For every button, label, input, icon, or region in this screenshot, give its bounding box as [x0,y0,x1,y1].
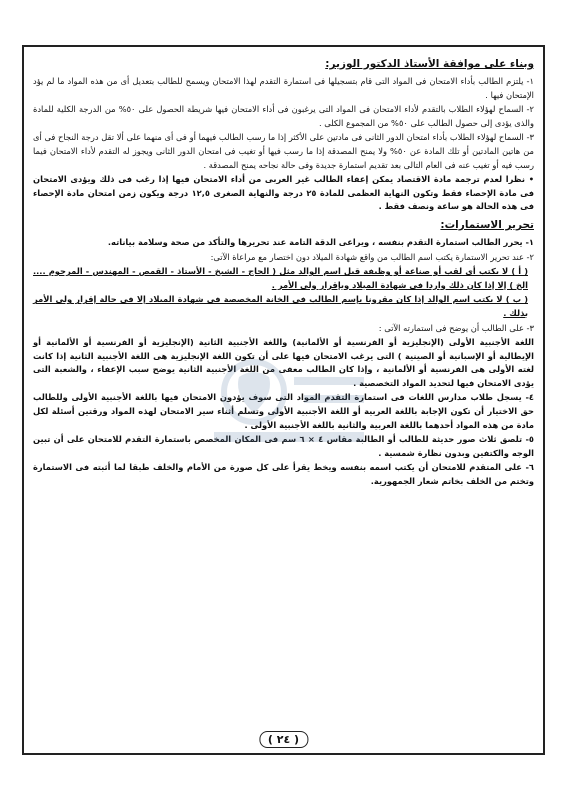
heading-forms: تحرير الاستمارات: [440,218,534,231]
form-rule-5: ٥- تلصق ثلاث صور حديثة للطالب أو الطالبة مقاس ٤ × ٦ سم فى المكان المخصص باستمارة التقدم للامتحان على أن تبين الوجه والكتفين وبدون نظارة شمسية . [33,434,534,458]
document-page [22,45,545,755]
form-rule-4: ٤- يسجل طلاب مدارس اللغات فى استمارة التقدم المواد التى سوف يؤدون الامتحان فيها باللغة الأجنبية الأولى وللطالب حق الاختيار أن تكون الإجابة باللغة العربية أو اللغة الأجنبية الأولى وتسلم أثناء سير الامتحان لهذه المواد ورقتين أسئلة لكل مادة من هذه المواد أحدهما باللغة العربية والثانية باللغة الأجنبية الأولى . [33,392,534,430]
rules-section [33,75,534,214]
form-rule-3: ٣- على الطالب أن يوضح فى استمارته الآتى : [378,322,534,333]
page-number: ( ٢٤ ) [259,731,308,748]
form-rule-6: ٦- على المتقدم للامتحان أن يكتب اسمه بنفسه ويخط يقرأ على كل صورة من الأمام والخلف طبقا لما أثبته فى الاستمارة وتختم من الخلف بخاتم شعار الجمهورية. [33,462,534,487]
forms-section [33,236,534,489]
rule-1: ١- يلتزم الطالب بأداء الامتحان فى المواد التى قام بتسجيلها فى استمارة التقدم لهذا الامتحان ويسمح للطالب بتعديل أى من هذه المواد ما لم يؤد الإمتحان فيها . [33,76,534,100]
rule-2: ٢- السماح لهؤلاء الطلاب بالتقدم لأداء الامتحان فى المواد التى يرغبون فى أداء الامتحان فيها شريطة الحصول على ٥٠% من الدرجة الكلية للمادة والذى يؤدى إلى حصول الطالب على ٥٠% من المجموع الكلى . [33,104,534,128]
rule-3: ٣- السماح لهؤلاء الطلاب بأداء امتحان الدور الثانى فى مادتين على الأكثر إذا ما رسب الطالب فيهما أو فى أى منهما على ألا تقل درجة النجاح فى أى من هاتين المادتين أو تلك المادة عن ٥٠% ولا يمنح المصدقة إذا ما رسب فيها أو تغيب فى امتحان الدور الثانى ويجوز له التقدم لأداء الامتحان فيما رسب فيه أو تغيب عنه فى العام التالى بعد تقديم استمارة جديدة وفى حالة نجاحه يمنح المصدقة . [33,132,534,170]
form-languages: اللغة الأجنبية الأولى (الإنجليزية أو الفرنسية أو الألمانية) واللغة الأجنبية الثانية (الإنجليزية أو الفرنسية أو الألمانية أو الإيطالية أو الإسبانية أو الصينية ) التى يرغب الامتحان فيها على أن تكون اللغة الإنجليزية هى اللغة الأجنبية الثانية إذا كانت لغته الأولى هى الفرنسية أو الألمانية ، وإذا كان الطالب معفى من اللغة الأجنبية الثانية يوضح سبب الإعفاء ، والشعبة التى يؤدى الامتحان فيها لتحديد المواد التخصصية . [33,337,534,388]
heading-minister-approval: وبناء على موافقة الأستاذ الدكتور الوزير: [325,58,534,70]
rule-economics-note: • نظرا لعدم ترجمة مادة الاقتصاد يمكن إعفاء الطالب غير العربى من أداء الامتحان فيها إذا رغب فى ذلك ويؤدى الامتحان فى مادة الإحصاء فقط وتكون النهاية العظمى للمادة ٢٥ درجة والنهاية الصغرى ١٢,٥ درجة ويكون زمن امتحان مادة الإحصاء فى هذه الحالة هو ساعة ونصف فقط . [33,174,535,212]
form-note-b: ( ب ) لا يكتب اسم الوالد إذا كان مقرونا بإسم الطالب فى الخانة المخصصة فى شهادة الميلاد إلا فى حالة إقرار ولى الأمر بذلك . [33,294,528,318]
form-note-a: ( أ ) لا يكتب أى لقب أو صناعة أو وظيفة قبل اسم الوالد مثل ( الحاج - الشيخ - الأستاذ - القمص - المهندس - المرحوم .... الخ ) إلا إذا كان ذلك واردا فى شهادة الميلاد وبإقرار ولى الأمر . [33,266,528,290]
form-rule-2: ٢- عند تحرير الاستمارة يكتب اسم الطالب من واقع شهادة الميلاد دون اختصار مع مراعاة الآتى: [210,251,534,262]
form-rule-1: ١- يحرر الطالب استمارة التقدم بنفسه ، ويراعى الدقة التامة عند تحريرها والتأكد من صحة وسلامة بياناته. [107,236,534,247]
